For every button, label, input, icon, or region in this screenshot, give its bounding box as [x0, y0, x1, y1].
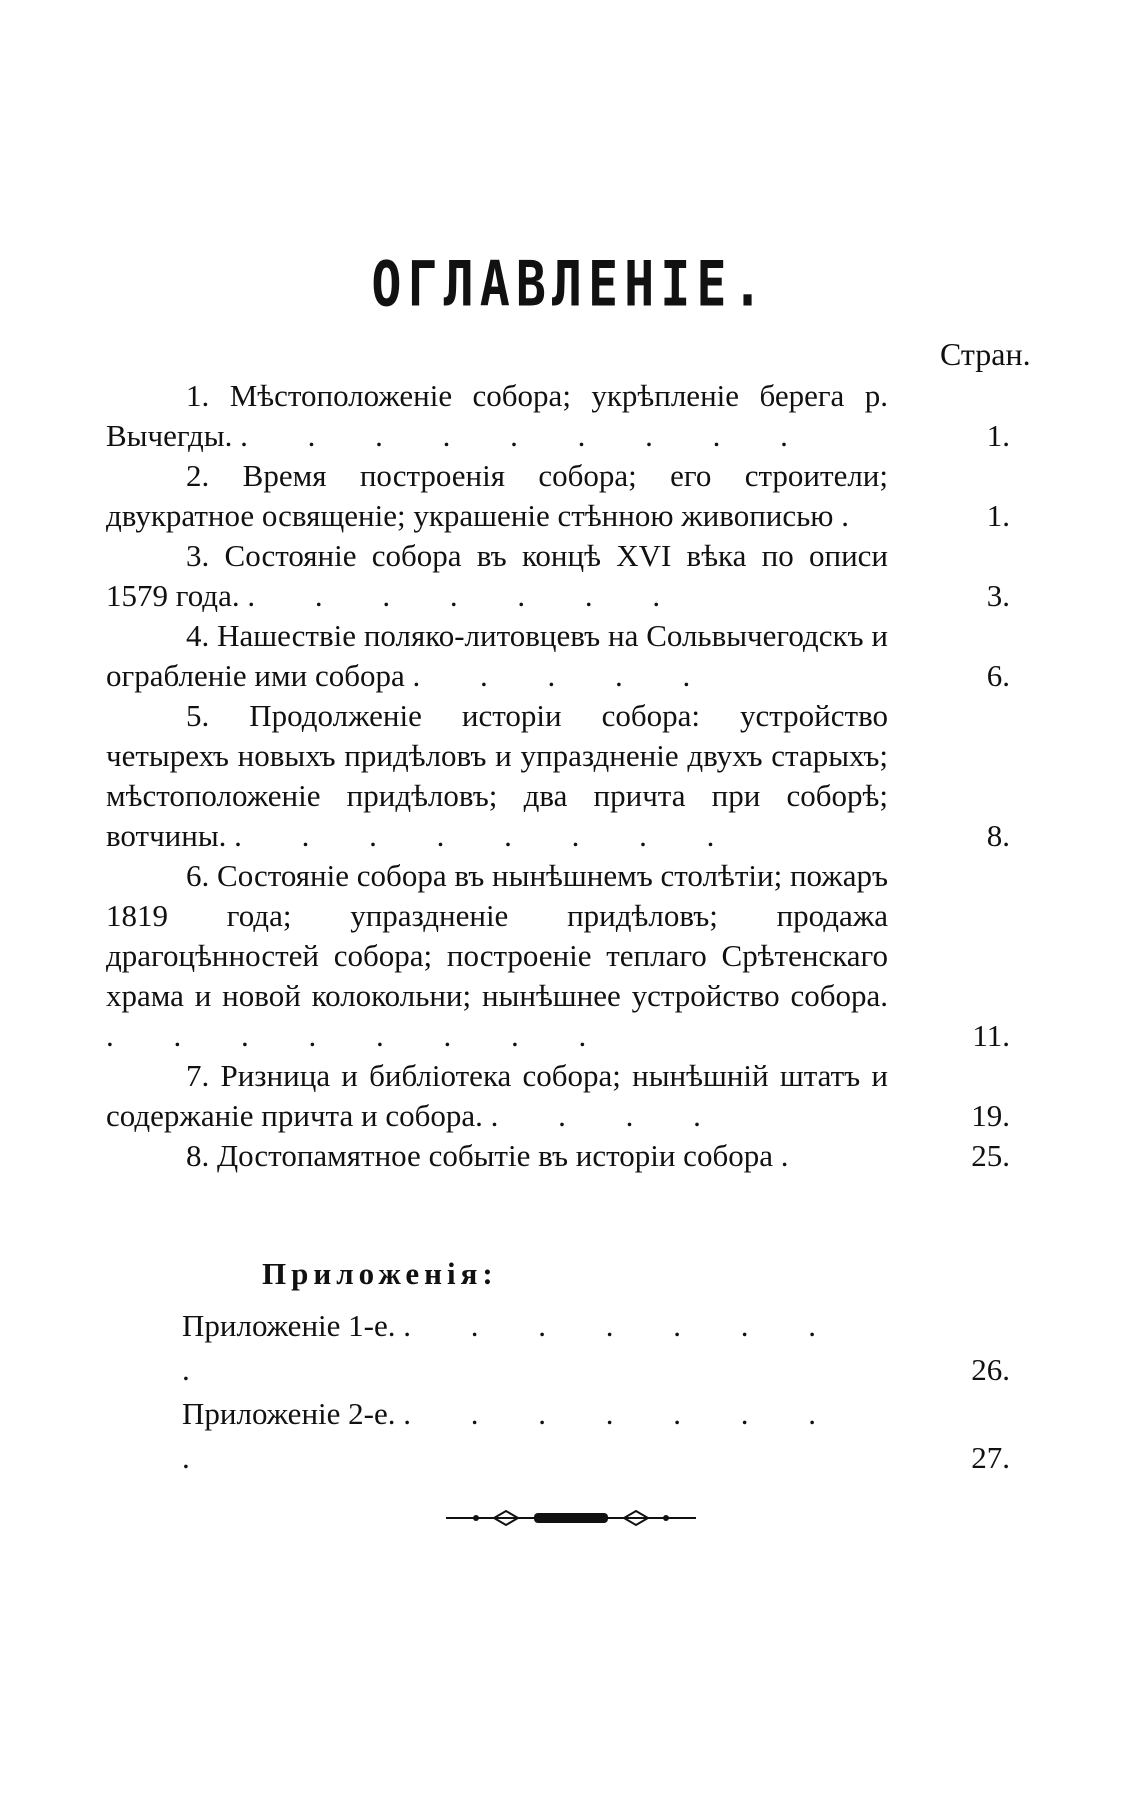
leader-dots: . . . . .	[412, 658, 717, 693]
entry-title: Состояніе собора въ концѣ XVI вѣка по описи 1579 года.	[106, 538, 889, 613]
entry-title: Время построенія собора; его строители; двукратное освященіе; украшеніе стѣнною живописью	[106, 458, 888, 533]
entry-number: 1.	[186, 378, 210, 413]
appendices-list	[182, 1304, 1020, 1480]
entry-number: 7.	[186, 1058, 210, 1093]
toc-entry[interactable]	[106, 1056, 1020, 1136]
toc-entry[interactable]	[106, 696, 1020, 856]
toc-entry[interactable]	[106, 536, 1020, 616]
entry-number: 2.	[186, 458, 210, 493]
entry-page: 25.	[971, 1138, 1010, 1173]
leader-dots: . . . . . . . .	[106, 1018, 613, 1053]
entry-title: Нашествіе поляко-литовцевъ на Сольвычегодскъ и ограбленіе ими собора	[106, 618, 889, 693]
page-title: ОГЛАВЛЕНІЕ.	[371, 248, 769, 321]
entry-number: 6.	[186, 858, 210, 893]
toc-entry[interactable]	[106, 616, 1020, 696]
entry-page: 6.	[986, 658, 1010, 693]
toc-entry[interactable]	[106, 1136, 1020, 1176]
entry-number: 3.	[186, 538, 210, 573]
entry-page: 11.	[972, 1018, 1010, 1053]
pages-column-label: Стран.	[940, 336, 1031, 372]
entry-number: 5.	[186, 698, 210, 733]
toc-entry[interactable]	[106, 856, 1020, 1056]
entry-page: 1.	[986, 418, 1010, 453]
toc-entry[interactable]	[106, 376, 1020, 456]
appendix-entry[interactable]	[182, 1304, 1020, 1392]
appendix-entry[interactable]	[182, 1392, 1020, 1480]
entry-title: Достопамятное событіе въ исторіи собора	[217, 1138, 773, 1173]
entry-title: Мѣстоположеніе собора; укрѣпленіе берега р. Вычегды.	[106, 378, 889, 453]
leader-dots: .	[780, 1138, 815, 1173]
entry-number: 8.	[186, 1138, 210, 1173]
entry-number: 4.	[186, 618, 210, 653]
leader-dots: . . . .	[490, 1098, 727, 1133]
leader-dots: . . . . . . . .	[182, 1396, 842, 1475]
toc-entry[interactable]	[106, 456, 1020, 536]
appendix-page: 27.	[971, 1440, 1010, 1475]
leader-dots: . . . . . . . . .	[240, 418, 814, 453]
entry-title: Продолженіе исторіи собора: устройство четырехъ новыхъ придѣловъ и упраздненіе двухъ старыхъ; мѣстоположеніе придѣловъ; два причта при соборѣ; вотчины.	[106, 698, 888, 853]
ornamental-divider-icon	[446, 1508, 696, 1528]
appendices-heading: Приложенія:	[262, 1256, 498, 1291]
entry-page: 19.	[971, 1098, 1010, 1133]
leader-dots: . . . . . . . .	[182, 1308, 842, 1387]
appendix-title: Приложеніе 1-е.	[182, 1308, 396, 1343]
entry-title: Состояніе собора въ нынѣшнемъ столѣтіи; пожаръ 1819 года; упраздненіе придѣловъ; продажа драгоцѣнностей собора; построеніе теплаго Срѣтенскаго храма и новой колокольни; нынѣшнее устройство собора.	[106, 858, 888, 1013]
leader-dots: . . . . . . . .	[234, 818, 741, 853]
entry-page: 8.	[986, 818, 1010, 853]
appendix-title: Приложеніе 2-е.	[182, 1396, 396, 1431]
entry-page: 3.	[986, 578, 1010, 613]
entry-title: Ризница и библіотека собора; нынѣшній штатъ и содержаніе причта и собора.	[106, 1058, 888, 1133]
leader-dots: .	[841, 498, 875, 533]
appendix-page: 26.	[971, 1352, 1010, 1387]
entry-page: 1.	[986, 498, 1010, 533]
table-of-contents	[106, 376, 1020, 1176]
leader-dots: . . . . . . .	[247, 578, 687, 613]
